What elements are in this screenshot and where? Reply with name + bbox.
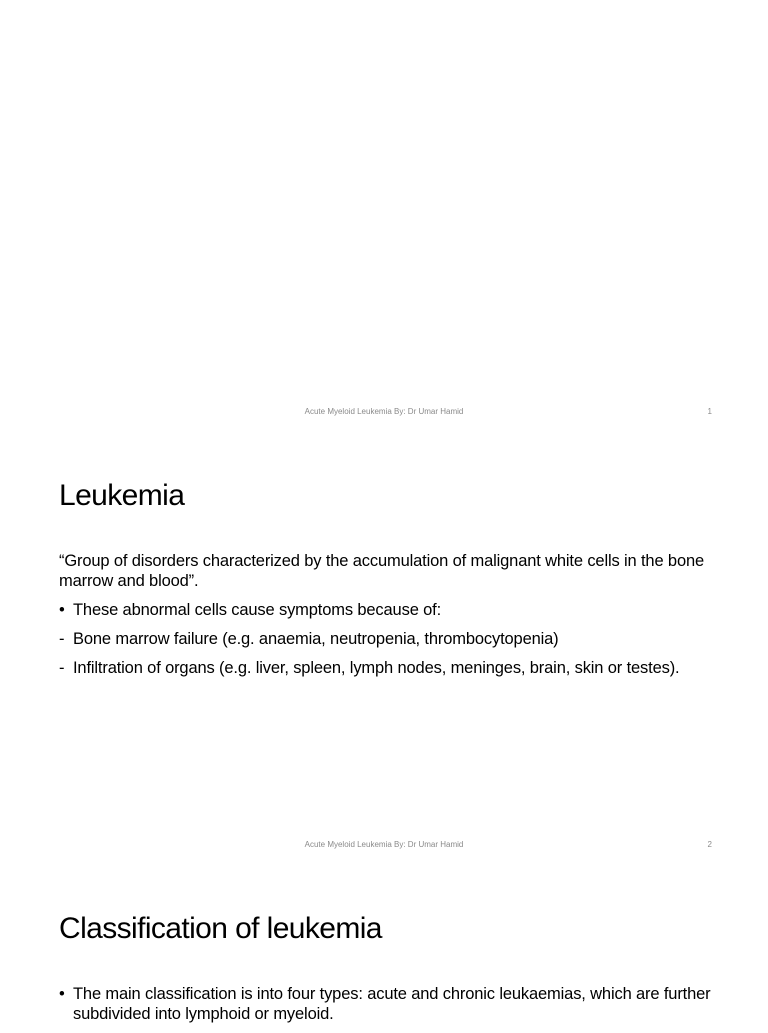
bullet-text: These abnormal cells cause symptoms because of: [73,601,442,619]
bullet-item [59,600,719,620]
bullet-item [59,984,719,1024]
dash-text: Bone marrow failure (e.g. anaemia, neutropenia, thrombocytopenia) [73,630,559,648]
page-number: 2 [707,840,712,849]
dash-item [59,629,719,649]
footer-text: Acute Myeloid Leukemia By: Dr Umar Hamid [304,407,464,416]
bullet-marker: • [59,601,65,619]
dash-marker: - [59,630,65,648]
slide-1-footer [0,406,768,418]
slide-2-body [59,551,719,687]
bullet-text: The main classification is into four types: acute and chronic leukaemias, which are further subdivided into lymphoid or myeloid. [73,985,711,1023]
slide-3-title: Classification of leukemia [59,912,382,945]
dash-text: Infiltration of organs (e.g. liver, spleen, lymph nodes, meninges, brain, skin or testes). [73,659,680,677]
dash-item [59,658,719,678]
definition-quote: “Group of disorders characterized by the accumulation of malignant white cells in the bone marrow and blood”. [59,552,705,590]
page-number: 1 [707,407,712,416]
bullet-marker: • [59,985,65,1003]
slide-2-footer [0,839,768,851]
slide-3-body [59,984,719,1033]
footer-text: Acute Myeloid Leukemia By: Dr Umar Hamid [304,840,464,849]
slide-2-title: Leukemia [59,479,185,512]
dash-marker: - [59,659,65,677]
